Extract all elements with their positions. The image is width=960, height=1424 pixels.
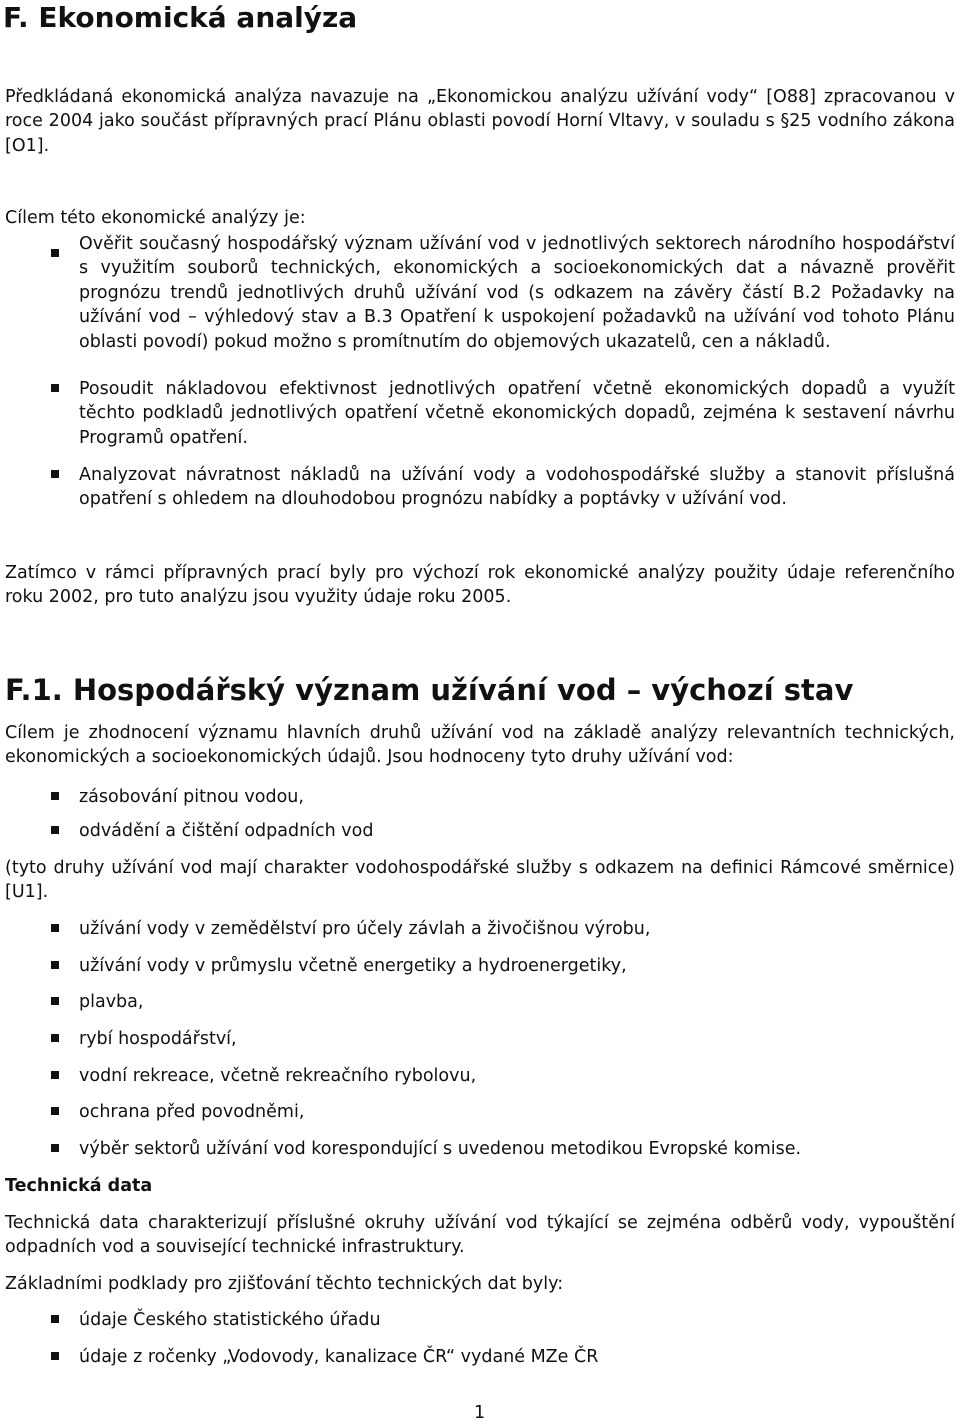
other-use-text: výběr sektorů užívání vod korespondující s uvedenou metodikou Evropské komise. xyxy=(79,1139,802,1159)
water-service-text: odvádění a čištění odpadních vod xyxy=(79,821,374,841)
bullet-icon xyxy=(51,1352,59,1360)
bullet-icon xyxy=(51,249,59,257)
other-use-text: užívání vody v zemědělství pro účely závlah a živočišnou výrobu, xyxy=(79,919,651,939)
goal-text: Posoudit nákladovou efektivnost jednotlivých opatření včetně ekonomických dopadů a využít těchto podkladů jednotlivých opatření včetně ekonomických dopadů, zejména k sestavení návrhu Programů opatření. xyxy=(79,379,955,448)
other-use-text: užívání vody v průmyslu včetně energetiky a hydroenergetiky, xyxy=(79,956,627,976)
other-use-text: vodní rekreace, včetně rekreačního rybolovu, xyxy=(79,1066,477,1086)
bullet-icon xyxy=(51,1071,59,1079)
bullet-icon xyxy=(51,997,59,1005)
goal-text: Analyzovat návratnost nákladů na užívání vody a vodohospodářské služby a stanovit příslušná opatření s ohledem na dlouhodobou prognózu nabídky a poptávky v užívání vod. xyxy=(79,465,955,510)
bullet-icon xyxy=(51,1034,59,1042)
other-use-text: rybí hospodářství, xyxy=(79,1029,237,1049)
bullet-icon xyxy=(51,1107,59,1115)
intro-paragraph: Předkládaná ekonomická analýza navazuje na „Ekonomickou analýzu užívání vody“ [O88] zpracovanou v roce 2004 jako součást přípravných prací Plánu oblasti povodí Horní Vltavy, v souladu s §25 vodního zákona [O1]. xyxy=(5,87,955,156)
other-use-text: ochrana před povodněmi, xyxy=(79,1102,305,1122)
sources-intro: Základními podklady pro zjišťování těchto technických dat byly: xyxy=(5,1274,564,1294)
subsection-title: F.1. Hospodářský význam užívání vod – výchozí stav xyxy=(5,673,854,707)
bullet-icon xyxy=(51,470,59,478)
technical-heading: Technická data xyxy=(5,1176,153,1196)
section-title: F. Ekonomická analýza xyxy=(3,1,358,34)
page-number: 1 xyxy=(474,1403,486,1423)
water-services-note: (tyto druhy užívání vod mají charakter vodohospodářské služby s odkazem na definici Rámcové směrnice) [U1]. xyxy=(5,858,955,903)
bullet-icon xyxy=(51,1144,59,1152)
other-use-text: plavba, xyxy=(79,992,144,1012)
goal-text: Ověřit současný hospodářský význam užívání vod v jednotlivých sektorech národního hospodářství s využitím souborů technických, ekonomických a socioekonomických dat a návazně prověřit prognózu trendů jednotlivých druhů užívání vod (s odkazem na závěry částí B.2 Požadavky na užívání vod – výhledový stav a B.3 Opatření k uspokojení požadavků na užívání vod tohoto Plánu oblasti povodí) pokud možno s promítnutím do objemových ukazatelů, cen a nákladů. xyxy=(79,234,955,352)
bullet-icon xyxy=(51,826,59,834)
goals-intro: Cílem této ekonomické analýzy je: xyxy=(5,208,306,228)
technical-paragraph: Technická data charakterizují příslušné okruhy užívání vod týkající se zejména odběrů vody, vypouštění odpadních vod a související technické infrastruktury. xyxy=(5,1213,955,1258)
bullet-icon xyxy=(51,384,59,392)
source-text: údaje z ročenky „Vodovody, kanalizace ČR“ vydané MZe ČR xyxy=(79,1347,599,1367)
source-text: údaje Českého statistického úřadu xyxy=(79,1310,381,1330)
bullet-icon xyxy=(51,1315,59,1323)
bullet-icon xyxy=(51,924,59,932)
reference-year-paragraph: Zatímco v rámci přípravných prací byly pro výchozí rok ekonomické analýzy použity údaje referenčního roku 2002, pro tuto analýzu jsou využity údaje roku 2005. xyxy=(5,563,955,608)
subsection-paragraph: Cílem je zhodnocení významu hlavních druhů užívání vod na základě analýzy relevantních technických, ekonomických a socioekonomických údajů. Jsou hodnoceny tyto druhy užívání vod: xyxy=(5,723,955,768)
bullet-icon xyxy=(51,792,59,800)
bullet-icon xyxy=(51,961,59,969)
water-service-text: zásobování pitnou vodou, xyxy=(79,787,304,807)
